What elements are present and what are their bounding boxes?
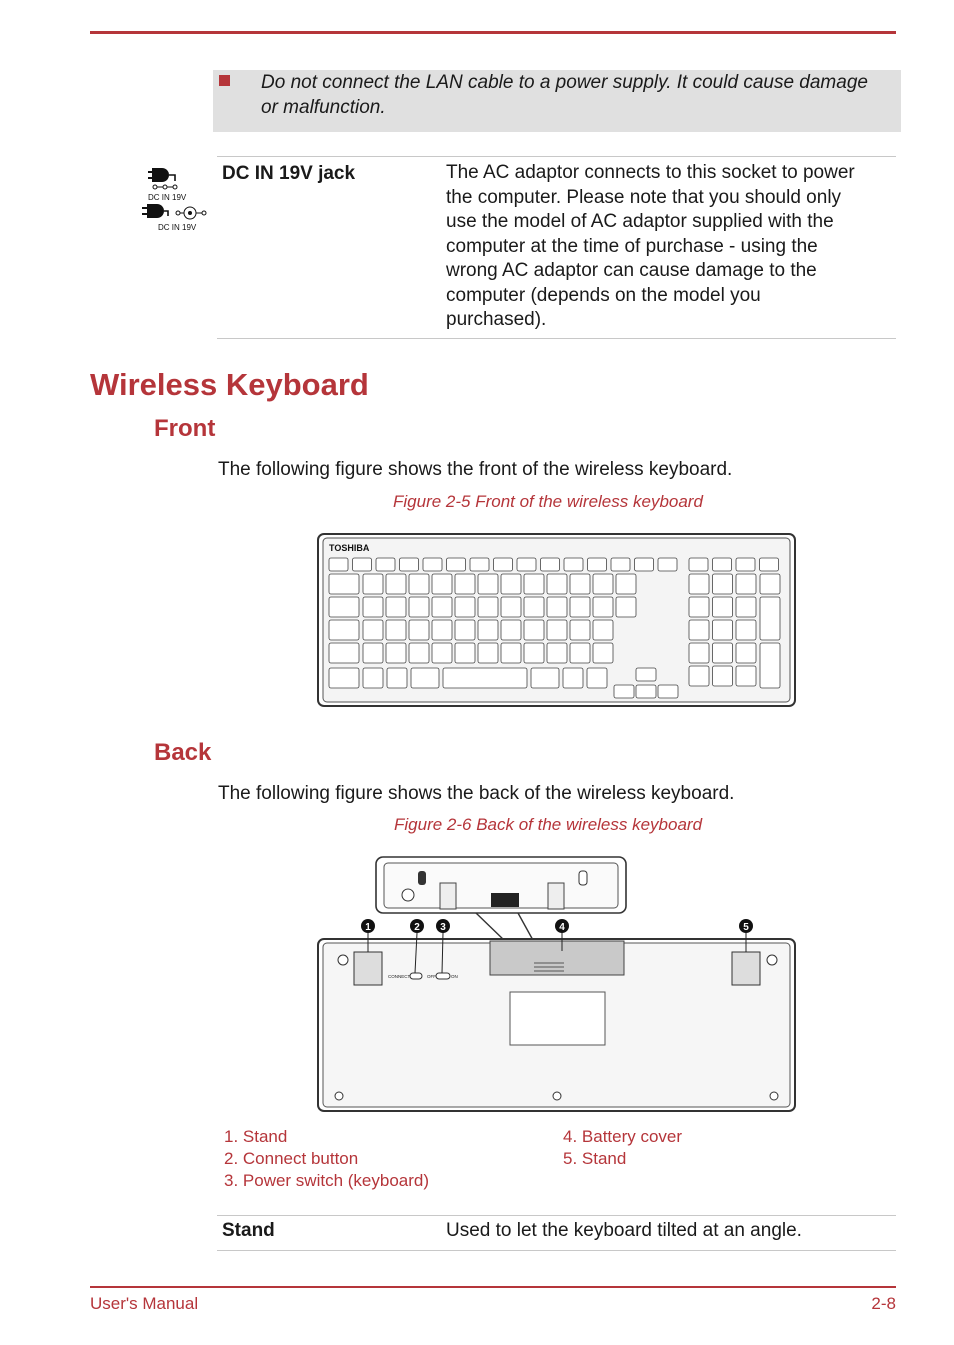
keycap bbox=[524, 597, 544, 617]
keycap bbox=[564, 558, 583, 571]
keycap bbox=[455, 643, 475, 663]
stand-term: Stand bbox=[222, 1220, 275, 1241]
on-label: ON bbox=[451, 974, 458, 979]
keycap bbox=[524, 620, 544, 640]
keycap bbox=[501, 597, 521, 617]
section-title: Wireless Keyboard bbox=[90, 367, 369, 402]
keycap bbox=[614, 685, 634, 698]
keycap bbox=[478, 597, 498, 617]
keycap bbox=[447, 558, 466, 571]
stand-description: Used to let the keyboard tilted at an angle. bbox=[446, 1220, 802, 1241]
callout-2 bbox=[410, 919, 424, 933]
keycap bbox=[409, 574, 429, 594]
keycap bbox=[689, 643, 709, 663]
keycap bbox=[593, 574, 613, 594]
legend-right bbox=[563, 1126, 682, 1170]
keycap bbox=[611, 558, 630, 571]
keycap bbox=[443, 668, 527, 688]
keycap bbox=[363, 668, 383, 688]
keycap bbox=[635, 558, 654, 571]
keycap bbox=[386, 643, 406, 663]
keycap bbox=[470, 558, 489, 571]
keycap bbox=[455, 620, 475, 640]
keyboard-keys bbox=[329, 558, 780, 698]
keycap bbox=[593, 643, 613, 663]
footer-title: User's Manual bbox=[90, 1294, 199, 1313]
keycap bbox=[409, 620, 429, 640]
desc-line: computer (depends on the model you bbox=[446, 284, 761, 306]
keycap bbox=[432, 643, 452, 663]
keycap bbox=[563, 668, 583, 688]
table-bottom-line bbox=[217, 338, 896, 339]
top-rule bbox=[90, 31, 896, 34]
stand-table-top-line bbox=[217, 1215, 896, 1216]
keycap bbox=[432, 574, 452, 594]
keycap bbox=[524, 643, 544, 663]
dc-in-description bbox=[446, 161, 855, 333]
off-label: OFF bbox=[427, 974, 436, 979]
legend-left bbox=[224, 1126, 429, 1192]
keycap bbox=[524, 574, 544, 594]
keycap bbox=[409, 643, 429, 663]
keycap bbox=[501, 643, 521, 663]
keycap bbox=[329, 620, 359, 640]
keycap bbox=[736, 666, 756, 686]
desc-line: The AC adaptor connects to this socket to power bbox=[446, 162, 855, 183]
note-bullet-icon bbox=[219, 75, 230, 86]
table-top-line bbox=[217, 156, 896, 157]
keycap bbox=[501, 620, 521, 640]
keycap bbox=[547, 597, 567, 617]
keycap bbox=[658, 685, 678, 698]
keycap bbox=[386, 597, 406, 617]
keycap bbox=[329, 558, 348, 571]
keycap bbox=[478, 620, 498, 640]
legend-item: 1. Stand bbox=[224, 1127, 288, 1146]
dc-icon-label-2: DC IN 19V bbox=[158, 223, 197, 232]
dc-in-term: DC IN 19V jack bbox=[222, 163, 356, 184]
keycap bbox=[432, 597, 452, 617]
keycap bbox=[400, 558, 419, 571]
svg-text:3: 3 bbox=[440, 922, 446, 933]
keycap bbox=[455, 597, 475, 617]
keycap bbox=[736, 643, 756, 663]
desc-line: use the model of AC adaptor supplied with the bbox=[446, 211, 834, 232]
keycap bbox=[329, 668, 359, 688]
keycap bbox=[547, 643, 567, 663]
keycap bbox=[636, 685, 656, 698]
keycap bbox=[363, 597, 383, 617]
keycap bbox=[689, 597, 709, 617]
callout-5 bbox=[739, 919, 753, 933]
keycap bbox=[501, 574, 521, 594]
keycap bbox=[736, 558, 755, 571]
keycap bbox=[713, 574, 733, 594]
keycap bbox=[713, 558, 732, 571]
keycap bbox=[329, 643, 359, 663]
keycap bbox=[570, 643, 590, 663]
connect-label: CONNECT bbox=[388, 974, 411, 979]
svg-text:5: 5 bbox=[743, 922, 749, 933]
keycap bbox=[570, 574, 590, 594]
legend-item: 3. Power switch (keyboard) bbox=[224, 1171, 430, 1190]
keycap bbox=[713, 666, 733, 686]
keycap bbox=[689, 666, 709, 686]
keycap bbox=[587, 668, 607, 688]
dc-icon-label-1: DC IN 19V bbox=[148, 193, 187, 202]
keycap bbox=[363, 620, 383, 640]
keycap bbox=[736, 574, 756, 594]
keycap bbox=[387, 668, 407, 688]
keycap bbox=[760, 574, 780, 594]
keycap bbox=[736, 620, 756, 640]
back-intro: The following figure shows the back of the wireless keyboard. bbox=[218, 783, 735, 804]
keycap bbox=[432, 620, 452, 640]
keycap bbox=[760, 597, 780, 640]
keycap bbox=[713, 620, 733, 640]
keycap bbox=[478, 574, 498, 594]
callout-4 bbox=[555, 919, 569, 933]
keycap bbox=[713, 643, 733, 663]
keycap bbox=[760, 643, 780, 688]
keycap bbox=[517, 558, 536, 571]
keycap bbox=[478, 643, 498, 663]
stand-table-bottom-line bbox=[217, 1250, 896, 1251]
plug-icon-2 bbox=[142, 204, 206, 219]
keycap bbox=[363, 574, 383, 594]
note-text: Do not connect the LAN cable to a power supply. It could cause damage or malfunction. bbox=[261, 72, 868, 118]
keycap bbox=[636, 668, 656, 681]
keycap bbox=[616, 597, 636, 617]
svg-text:1: 1 bbox=[365, 922, 371, 933]
keycap bbox=[760, 558, 779, 571]
desc-line: computer at the time of purchase - using the bbox=[446, 235, 818, 257]
keyboard-brand: TOSHIBA bbox=[329, 543, 370, 553]
callout-3 bbox=[436, 919, 450, 933]
keycap bbox=[689, 574, 709, 594]
plug-icon bbox=[148, 168, 177, 189]
keycap bbox=[363, 643, 383, 663]
keyboard-back-figure bbox=[316, 855, 800, 1115]
desc-line: the computer. Please note that you should only bbox=[446, 186, 842, 208]
svg-text:2: 2 bbox=[414, 922, 420, 933]
keycap bbox=[713, 597, 733, 617]
legend-item: 5. Stand bbox=[563, 1149, 627, 1168]
keycap bbox=[353, 558, 372, 571]
page-number: 2-8 bbox=[871, 1294, 896, 1313]
keycap bbox=[593, 597, 613, 617]
legend-item: 2. Connect button bbox=[224, 1149, 359, 1168]
warning-note bbox=[213, 70, 901, 132]
back-caption: Figure 2-6 Back of the wireless keyboard bbox=[394, 815, 703, 834]
keycap bbox=[494, 558, 513, 571]
keycap bbox=[736, 597, 756, 617]
keycap bbox=[588, 558, 607, 571]
desc-line: wrong AC adaptor can cause damage to the bbox=[446, 260, 817, 281]
back-heading: Back bbox=[154, 739, 212, 766]
keycap bbox=[570, 620, 590, 640]
footer-rule bbox=[90, 1286, 896, 1288]
keycap bbox=[547, 574, 567, 594]
keycap bbox=[411, 668, 439, 688]
keycap bbox=[386, 620, 406, 640]
front-intro: The following figure shows the front of the wireless keyboard. bbox=[218, 459, 733, 480]
keycap bbox=[689, 558, 708, 571]
dc-in-icon bbox=[138, 162, 216, 236]
keycap bbox=[616, 574, 636, 594]
keycap bbox=[531, 668, 559, 688]
callout-1 bbox=[361, 919, 375, 933]
keycap bbox=[386, 574, 406, 594]
keycap bbox=[455, 574, 475, 594]
front-caption: Figure 2-5 Front of the wireless keyboard bbox=[393, 492, 703, 511]
keycap bbox=[423, 558, 442, 571]
keycap bbox=[376, 558, 395, 571]
keycap bbox=[658, 558, 677, 571]
keycap bbox=[570, 597, 590, 617]
keycap bbox=[329, 597, 359, 617]
keycap bbox=[409, 597, 429, 617]
keyboard-front-figure bbox=[316, 532, 798, 710]
keycap bbox=[547, 620, 567, 640]
keycap bbox=[329, 574, 359, 594]
keycap bbox=[593, 620, 613, 640]
front-heading: Front bbox=[154, 415, 216, 442]
keycap bbox=[689, 620, 709, 640]
svg-text:4: 4 bbox=[559, 922, 565, 933]
keycap bbox=[541, 558, 560, 571]
legend-item: 4. Battery cover bbox=[563, 1127, 683, 1146]
desc-line: purchased). bbox=[446, 309, 547, 330]
